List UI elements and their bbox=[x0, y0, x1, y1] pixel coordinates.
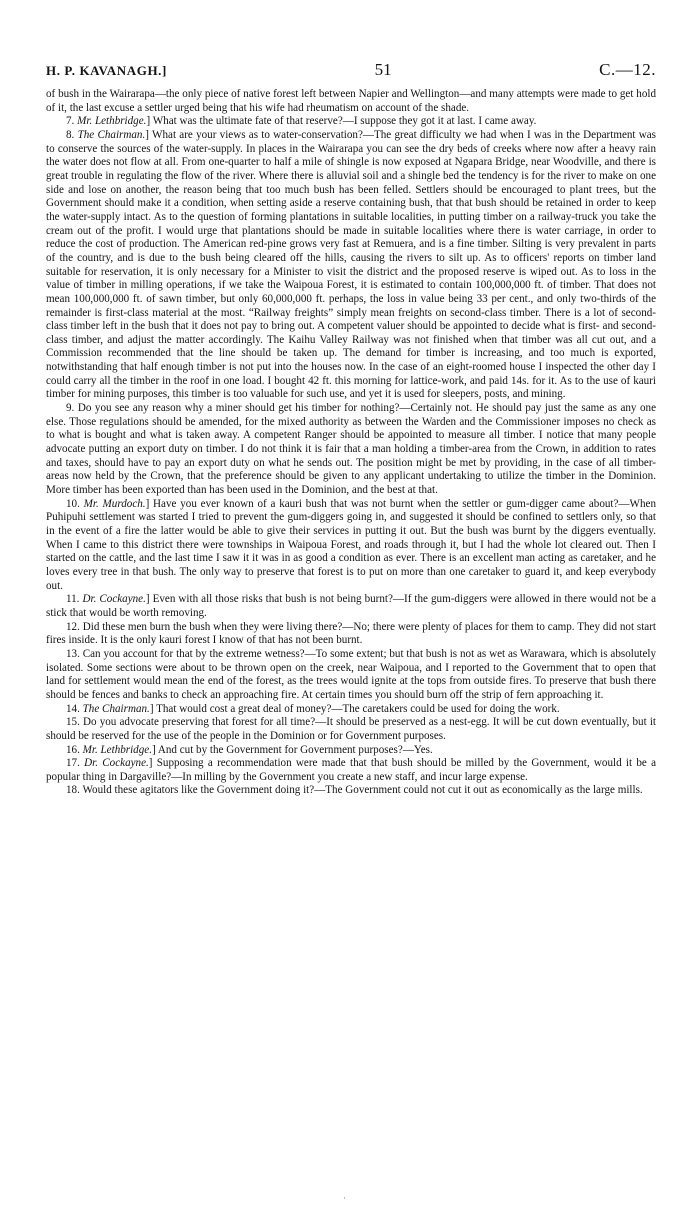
page-number: 51 bbox=[374, 60, 392, 79]
document-reference: C.—12. bbox=[599, 60, 656, 79]
paragraph-q7: 7. Mr. Lethbridge.] What was the ultimate fate of that reserve?—I suppose they got it at last. I came away. bbox=[66, 115, 537, 128]
document-body bbox=[46, 88, 656, 798]
speaker-name: The Chairman. bbox=[77, 128, 146, 141]
speaker-name: The Chairman. bbox=[82, 702, 150, 715]
paragraph-q11: 11. Dr. Cockayne.] Even with all those risks that bush is not being burnt?—If the gum-diggers were allowed in there would not be a stick that would be worth removing. bbox=[46, 593, 657, 619]
speaker-name: Mr. Lethbridge. bbox=[82, 743, 152, 756]
footer-mark: · bbox=[343, 1193, 346, 1203]
page-header bbox=[46, 60, 656, 80]
paragraph-q15: 15. Do you advocate preserving that forest for all time?—It should be preserved as a nest-egg. It will be cut down eventually, but it should be reserved for the use of the people in the Dominion or for Government purposes. bbox=[46, 716, 656, 742]
speaker-name: Dr. Cockayne. bbox=[84, 757, 149, 770]
header-witness-name: H. P. KAVANAGH.] bbox=[46, 63, 167, 78]
paragraph-continuation: of bush in the Wairarapa—the only piece of native forest left between Napier and Wellington—and many attempts were made to get hold of it, the last excuse a settler urged being that his wife had rheumatism on account of the shade. bbox=[46, 88, 656, 114]
speaker-name: Dr. Cockayne. bbox=[82, 593, 146, 606]
paragraph-q16: 16. Mr. Lethbridge.] And cut by the Government for Government purposes?—Yes. bbox=[66, 743, 433, 756]
paragraph-q9: 9. Do you see any reason why a miner should get his timber for nothing?—Certainly not. He should pay just the same as any one else. Those regulations should be amended, for the mixed authority as between the Warden and the Commissioner imposes no check as to what is bought and what is taken away. A competent Ranger should be appointed to measure all timber. I notice that many people advocate putting an export duty on timber. I do not think it is fair that a man holding a timber-area from the Crown, in addition to rates and taxes, should have to pay an export duty on what he sends out. The position might be met by providing, in the case of all timber-areas now held by the Crown, that the preference should be given to any applicant undertaking to utilize the timber in the Dominion. More timber has been exported than has been used in the Dominion, and the best at that. bbox=[46, 402, 656, 497]
paragraph-q13: 13. Can you account for that by the extreme wetness?—To some extent; but that bush is not as wet as Warawara, which is absolutely isolated. Some sections were about to be thrown open on the creek, near Waipoua, and I reported to the Government that to open that land for settlement would mean the end of the forest, as the trees would ignite at the tops from outside fires. To preserve that bush there should be fences and banks to check an approaching fire. At certain times you should burn off the strip of fern approaching it. bbox=[46, 647, 657, 701]
paragraph-q17: 17. Dr. Cockayne.] Supposing a recommendation were made that that bush should be milled by the Government, would it be a popular thing in Dargaville?—In milling by the Government you create a new staff, and incur large expense. bbox=[46, 757, 656, 783]
paragraph-q14: 14. The Chairman.] That would cost a great deal of money?—The caretakers could be used for doing the work. bbox=[66, 702, 560, 715]
paragraph-q8: 8. The Chairman.] What are your views as to water-conservation?—The great difficulty we had when I was in the Department was to conserve the sources of the water-supply. In places in the Wairarapa you can see the dry beds of creeks where now after a heavy rain the water does not flow at all. From one-quarter to half a mile of shingle is now exposed at Ngapara Bridge, near Woodville, and there is great trouble in regulating the flow of the river. Where there is alluvial soil and a shingle bed the tendency is for the river to make on one side and lose on another, the reason being that too much bush has been felled. Settlers should be encouraged to plant trees, but the Government should make it a condition, when setting aside a reserve containing bush, that that bush should be retained in order to keep the water-supply intact. As to the question of forming plantations in suitable localities, in putting timber on a railway-truck you take the cream out of the profit. I would urge that plantations should be made in suitable localities where there is water carriage, in order to reduce the cost of production. The American red-pine grows very fast at Remuera, and is a fine timber. Silting is very prevalent in parts of the country, and is due to the bush being cleared off the hills, causing the rivers to silt up. As to officers' reports on timber land suitable for reservation, it is only necessary for a Minister to visit the district and the proposed reserve is wiped out. As to loss in the value of timber in milling operations, if we take the Waipoua Forest, it is estimated to contain 100,000,000 ft. of timber. That does not mean 100,000,000 ft. of sawn timber, but only 60,000,000 ft. perhaps, the loss in value being 33 per cent., and only two-thirds of the remainder is first-class material at the most. “Railway freights” simply mean freights on second-class timber. There is a lot of second-class timber left in the bush that it does not pay to bring out. A competent valuer should be appointed to decide what is first- and second-class timber, and adjust the matter accordingly. The Kaihu Valley Railway was not finished when that timber was all cut out, and a Commission recommended that the line should be taken up. The demand for timber is increasing, and too much is exported, notwithstanding that half enough timber is not put into the houses now. In the case of an eight-roomed house I inspected the other day I could carry all the timber in the roof in one load. I bought 42 ft. this morning for lattice-work, and paid 14s. for it. As to the use of kauri timber for mining purposes, this timber is too valuable for such use, and yet it is used for sleepers, posts, and mining. bbox=[46, 128, 657, 401]
paragraph-q18: 18. Would these agitators like the Government doing it?—The Government could not cut it out as economically as the large mills. bbox=[66, 784, 643, 797]
paragraph-q10: 10. Mr. Murdoch.] Have you ever known of a kauri bush that was not burnt when the settler or gum-digger came about?—When Puhipuhi settlement was started I tried to prevent the gum-diggers going in, and suggested it should be confined to settlers only, so that in the event of a fire the latter would be able to give their services in putting it out. But the bush was burnt by the diggers eventually. When I came to this district there were townships in Waipoua Forest, and roads through it, but I had the whole lot cleared out. Then I started on the cattle, and the last time I saw it it was in as good a condition as ever. There is an excellent man acting as caretaker, and he loves every tree in that bush. The only way to preserve that forest is to put on more than one caretaker to guard it, and keep everybody out. bbox=[46, 497, 656, 592]
speaker-name: Mr. Lethbridge. bbox=[77, 115, 147, 128]
paragraph-q12: 12. Did these men burn the bush when they were living there?—No; there were plenty of places for them to camp. They did not start fires inside. It is the only kauri forest I know of that has not been burnt. bbox=[46, 620, 656, 647]
speaker-name: Mr. Murdoch. bbox=[83, 497, 146, 510]
